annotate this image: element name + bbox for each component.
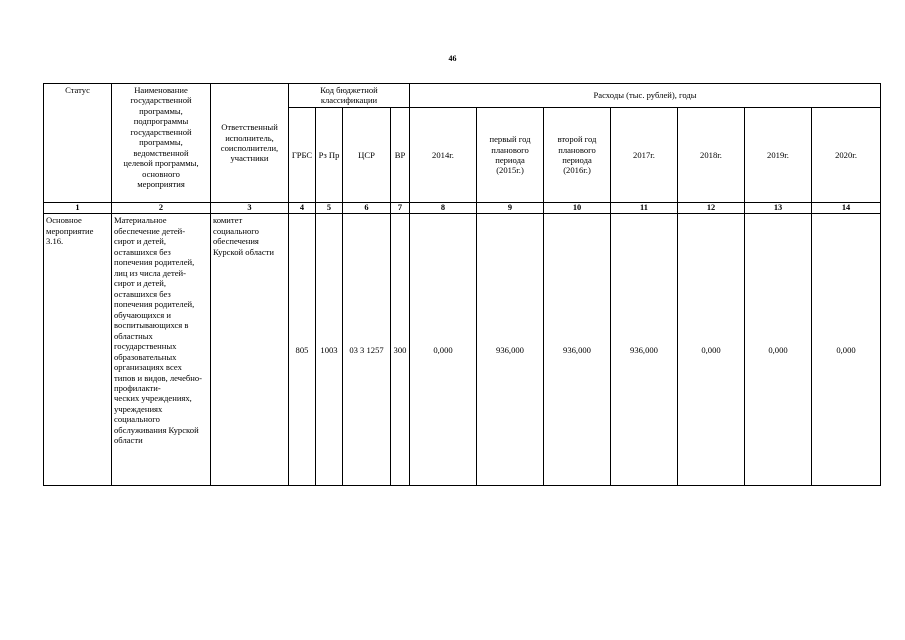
header-2016: второй год планового периода (2016г.) (544, 108, 611, 203)
column-number: 14 (812, 203, 881, 214)
header-vr: ВР (391, 108, 410, 203)
header-row-1 (44, 84, 881, 108)
column-number: 10 (544, 203, 611, 214)
row-rzpr: 1003 (316, 214, 343, 486)
header-rzpr: Рз Пр (316, 108, 343, 203)
header-2014: 2014г. (410, 108, 477, 203)
row-2017: 936,000 (611, 214, 678, 486)
column-number: 9 (477, 203, 544, 214)
header-2017: 2017г. (611, 108, 678, 203)
header-2019: 2019г. (745, 108, 812, 203)
row-2020: 0,000 (812, 214, 881, 486)
column-number: 12 (678, 203, 745, 214)
header-2020: 2020г. (812, 108, 881, 203)
row-2015: 936,000 (477, 214, 544, 486)
column-number: 7 (391, 203, 410, 214)
row-2016: 936,000 (544, 214, 611, 486)
header-2018: 2018г. (678, 108, 745, 203)
column-number: 13 (745, 203, 812, 214)
header-name: Наименование государственной программы, подпрограммы государственной программы, ведомственной целевой программы, основного мероприятия (112, 84, 211, 203)
row-2014: 0,000 (410, 214, 477, 486)
column-number: 3 (211, 203, 289, 214)
column-number: 6 (343, 203, 391, 214)
row-2019: 0,000 (745, 214, 812, 486)
header-csr: ЦСР (343, 108, 391, 203)
row-grbs: 805 (289, 214, 316, 486)
column-number: 2 (112, 203, 211, 214)
header-grbs: ГРБС (289, 108, 316, 203)
row-2018: 0,000 (678, 214, 745, 486)
header-executor: Ответственный исполнитель, соисполнители, участники (211, 84, 289, 203)
column-number: 11 (611, 203, 678, 214)
column-number: 5 (316, 203, 343, 214)
header-budget-code: Код бюджетной классификации (289, 84, 410, 108)
row-csr: 03 3 1257 (343, 214, 391, 486)
column-number: 1 (44, 203, 112, 214)
column-number-row (44, 203, 881, 214)
header-status: Статус (44, 84, 112, 203)
table-row (44, 214, 881, 486)
column-number: 8 (410, 203, 477, 214)
row-status: Основное мероприятие 3.16. (44, 214, 112, 486)
budget-table (43, 83, 881, 486)
row-vr: 300 (391, 214, 410, 486)
row-name: Материальное обеспечение детей- сирот и детей, оставшихся без попечения родителей, лиц из числа детей- сирот и детей, оставшихся без попечения родителей, обучающихся и воспитывающихся в областных государственных образовательных организациях всех типов и видов, лечебно- профилакти- ческих учреждениях, учреждениях социального обслуживания Курской области (112, 214, 211, 486)
header-2015: первый год планового периода (2015г.) (477, 108, 544, 203)
column-number: 4 (289, 203, 316, 214)
page-number: 46 (448, 54, 457, 63)
header-expenses: Расходы (тыс. рублей), годы (410, 84, 881, 108)
row-executor: комитет социального обеспечения Курской области (211, 214, 289, 486)
